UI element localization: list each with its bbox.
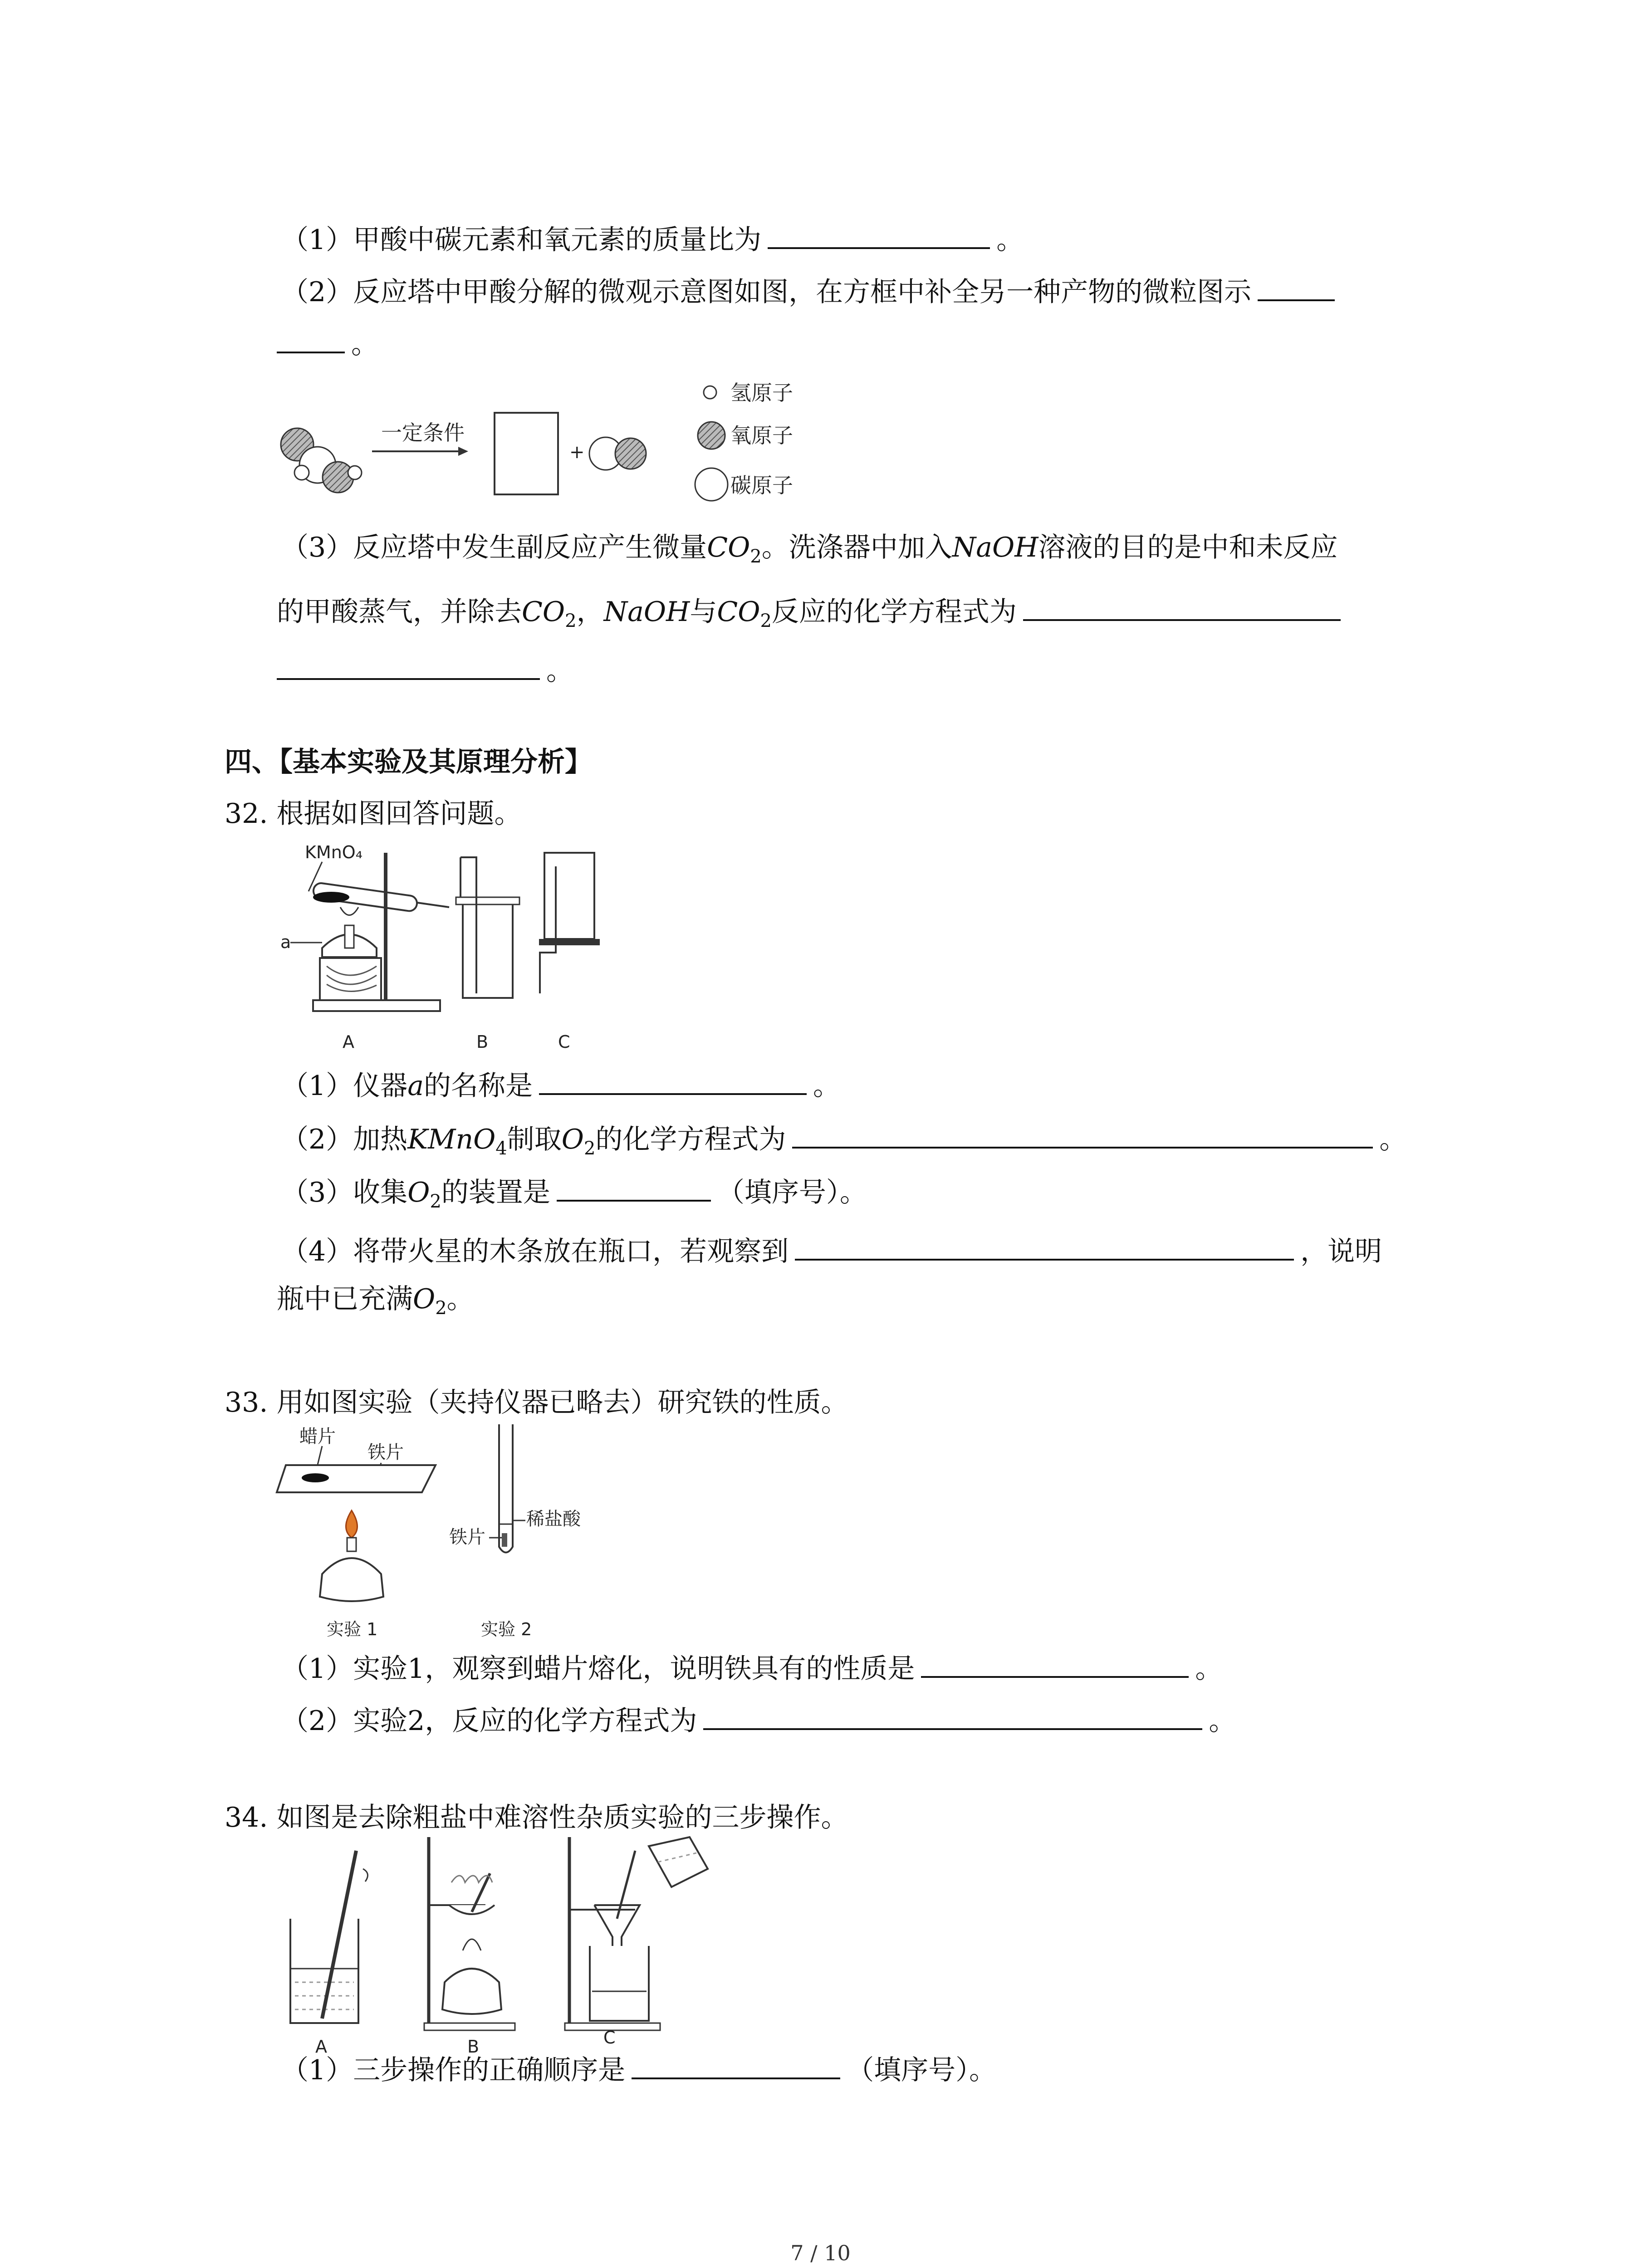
reaction-arrow-head	[458, 447, 468, 456]
kmno4-powder	[313, 892, 349, 903]
lamp-wick	[345, 925, 354, 948]
experiment-1-label: 实验 1	[327, 1619, 378, 1639]
experiment-2-label: 实验 2	[481, 1619, 532, 1639]
q33-stem: 33. 用如图实验（夹持仪器已略去）研究铁的性质。	[225, 1387, 848, 1418]
figure-label-A: A	[343, 1032, 354, 1052]
q32-part2: （2）加热KMnO$_4$制取$O_2$的化学方程式为 。	[281, 1115, 1406, 1168]
q33-experiment-svg	[272, 1424, 617, 1642]
q32-part2-blank[interactable]	[792, 1115, 1373, 1149]
q32-stem: 32. 根据如图回答问题。	[225, 798, 522, 830]
q31-part2-cont: 。	[277, 320, 378, 363]
q33-part2-blank[interactable]	[703, 1696, 1202, 1730]
alcohol-lamp-B	[442, 1969, 501, 2014]
figure-label-B: B	[476, 1032, 489, 1052]
q33-experiment-figure	[272, 1424, 617, 1644]
q32-part4-line1: （4）将带火星的木条放在瓶口，若观察到 ，说明	[281, 1227, 1382, 1271]
q32-part3-blank[interactable]	[557, 1168, 711, 1202]
q34-stem: 34. 如图是去除粗盐中难溶性杂质实验的三步操作。	[225, 1802, 848, 1833]
legend-hydrogen-icon	[704, 386, 716, 399]
legend-hydrogen-label: 氢原子	[730, 381, 793, 405]
figure-label-C: C	[603, 2028, 616, 2048]
q31-reaction-diagram	[272, 372, 862, 519]
reaction-diagram-svg	[272, 372, 862, 517]
q32-part4-blank[interactable]	[795, 1227, 1294, 1261]
iron-stand-base	[313, 1000, 440, 1011]
acid-label: 稀盐酸	[526, 1509, 581, 1530]
q31-part2: （2）反应塔中甲酸分解的微观示意图如图，在方框中补全另一种产物的微粒图示	[281, 268, 1341, 311]
figure-label-A: A	[315, 2037, 327, 2057]
iron-piece-label: 铁片	[449, 1527, 485, 1548]
q34-operations-figure	[272, 1837, 726, 2057]
iron-sheet-label: 铁片	[367, 1442, 404, 1463]
figure-label-C: C	[558, 1032, 570, 1052]
q31-part3-blank-b[interactable]	[277, 646, 540, 680]
product-oxygen-atom	[615, 438, 646, 469]
wax-piece	[302, 1473, 329, 1482]
glass-rod-C	[617, 1851, 635, 1919]
iron-sheet	[277, 1465, 436, 1492]
instrument-a-label: a	[280, 932, 291, 952]
q32-part1: （1）仪器a的名称是 。	[281, 1061, 840, 1105]
q32-apparatus-svg	[272, 839, 635, 1066]
q32-part3: （3）收集$O_2$的装置是 （填序号）。	[281, 1168, 867, 1221]
kmno4-label: KMnO₄	[305, 842, 362, 862]
q31-part3-line3: 。	[277, 646, 573, 690]
figure-label-B: B	[467, 2037, 480, 2057]
section-title: 四、【基本实验及其原理分析】	[225, 746, 592, 778]
q31-part3-line1: （3）反应塔中发生副反应产生微量$CO_2$。洗涤器中加入NaOH溶液的目的是中和未反应	[281, 532, 1338, 567]
q32-part1-blank[interactable]	[539, 1061, 807, 1095]
delivery-tube-A	[417, 903, 449, 907]
q31-part2-blank-a[interactable]	[1258, 268, 1335, 301]
q34-part1-blank[interactable]	[632, 2046, 840, 2079]
pouring-beaker	[649, 1837, 708, 1887]
legend-carbon-icon	[695, 468, 728, 501]
gas-bottle-C	[544, 853, 594, 939]
plus-sign: +	[569, 442, 585, 463]
iron-piece-in-tube	[502, 1533, 507, 1547]
answer-box[interactable]	[495, 413, 558, 494]
q34-part1: （1）三步操作的正确顺序是 （填序号）。	[281, 2046, 996, 2089]
reactant-hydrogen-atom-2	[348, 466, 362, 479]
lamp-flame	[346, 1510, 358, 1538]
flame	[340, 907, 358, 915]
reaction-condition-label: 一定条件	[381, 420, 465, 445]
alcohol-lamp-1	[320, 1558, 383, 1601]
bottle-C-glass-plate	[539, 939, 600, 945]
legend-oxygen-icon	[698, 422, 725, 449]
beaker-C	[590, 1946, 649, 2021]
q31-part3-blank-a[interactable]	[1023, 587, 1341, 621]
wooden-block	[320, 958, 381, 1000]
q31-part2-blank-b[interactable]	[277, 320, 345, 353]
reactant-hydrogen-atom-1	[294, 465, 309, 480]
q33-part2: （2）实验2，反应的化学方程式为 。	[281, 1696, 1236, 1740]
bottle-B-glass-plate	[456, 897, 519, 904]
q31-part3-line2: 的甲酸蒸气，并除去$CO_2$，NaOH与$CO_2$反应的化学方程式为	[277, 587, 1347, 640]
q33-part1: （1）实验1，观察到蜡片熔化，说明铁具有的性质是 。	[281, 1644, 1222, 1688]
page-number: 7 / 10	[790, 2241, 851, 2265]
wax-label: 蜡片	[299, 1426, 336, 1447]
gas-bottle-B	[463, 903, 513, 998]
legend-oxygen-label: 氧原子	[730, 423, 793, 448]
q31-part1-blank[interactable]	[768, 215, 990, 249]
q33-part1-blank[interactable]	[921, 1644, 1189, 1678]
legend-carbon-label: 碳原子	[730, 473, 793, 498]
q32-apparatus-figure	[272, 839, 635, 1068]
reactant-oxygen-atom-2	[323, 462, 353, 493]
q34-operations-svg	[272, 1837, 726, 2055]
q31-part1: （1）甲酸中碳元素和氧元素的质量比为 。	[281, 215, 1024, 259]
q32-part4-line2: 瓶中已充满$O_2$。	[277, 1283, 474, 1319]
